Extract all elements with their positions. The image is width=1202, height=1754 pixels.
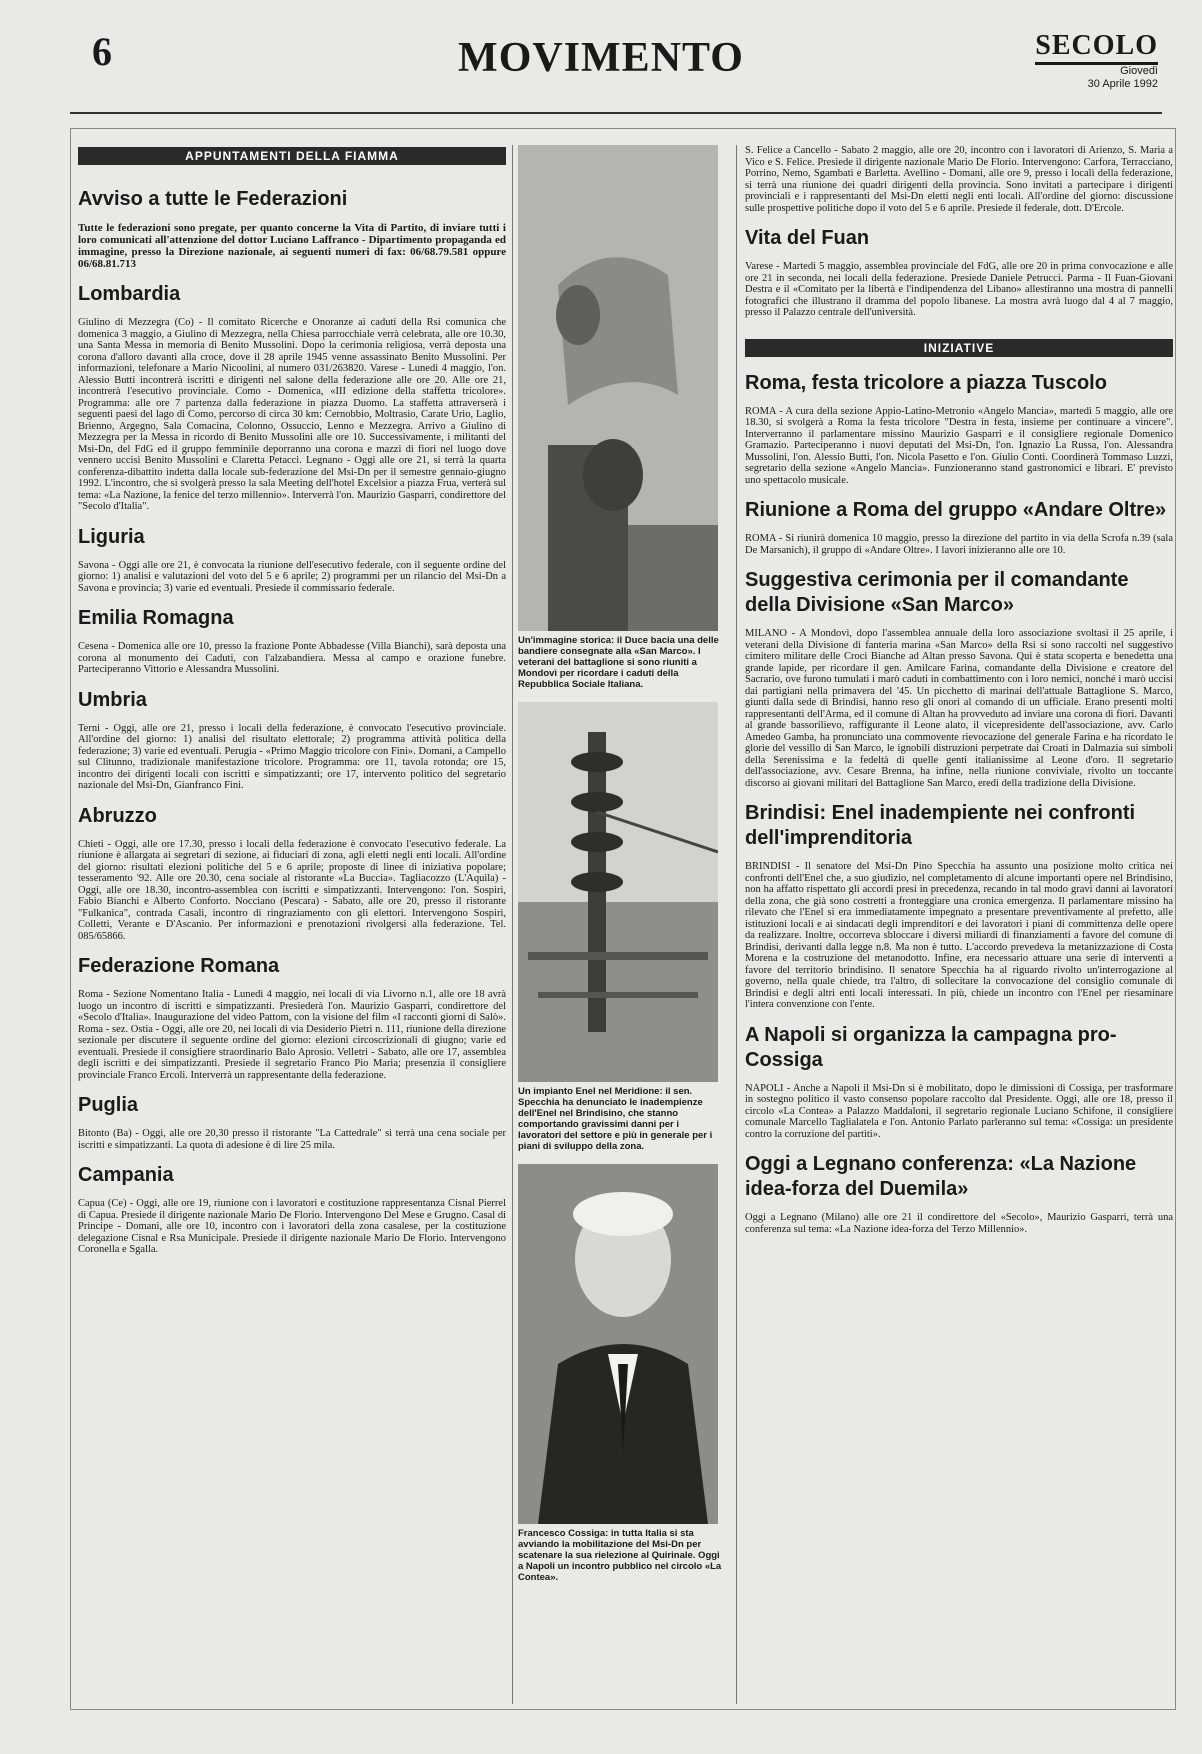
section-text: Bitonto (Ba) - Oggi, alle ore 20,30 presso il ristorante "La Cattedrale" si terrà una cena sociale per iscritti e simpatizzanti. La quota di adesione è di lire 25 mila. xyxy=(78,1128,506,1151)
appuntamenti-banner: APPUNTAMENTI DELLA FIAMMA xyxy=(78,147,506,165)
section-heading: Puglia xyxy=(78,1094,139,1116)
photo-column xyxy=(514,145,726,1704)
article-text: ROMA - Si riunirà domenica 10 maggio, presso la direzione del partito in via della Scrofa n.39 (sala De Marsanich), il gruppo di «Andare Oltre». I lavori inizieranno alle ore 10. xyxy=(745,533,1173,556)
masthead xyxy=(1035,30,1158,91)
photo-caption: Un impianto Enel nel Meridione: il sen. Specchia ha denunciato le inadempienze dell'Enel nel Brindisino, che stanno comportando gravissimi danni per i lavoratori del settore e più in generale per i piani di sviluppo della zona. xyxy=(518,1086,713,1152)
photo-cossiga-image xyxy=(518,1164,718,1524)
photo-caption: Francesco Cossiga: in tutta Italia si sta avviando la mobilitazione del Msi-Dn per scatenare la sua rielezione al Quirinale. Oggi a Napoli un incontro pubblico nel circolo «La Contea». xyxy=(518,1528,722,1583)
date-full: 30 Aprile 1992 xyxy=(1087,78,1158,90)
left-column xyxy=(78,145,513,1704)
section-text: Terni - Oggi, alle ore 21, presso i locali della federazione, è convocato l'esecutivo provinciale. All'ordine del giorno: 1) analisi del risultato elettorale; 2) programma attività politica della federazione; 3) varie ed eventuali. Perugia - «Primo Maggio tricolore con Fini». Domani, a Campello sul Clitunno, tradizionale manifestazione tricolore. Programma: ore 11, tavola rotonda; ore 15, incontro dei dirigenti locali con iscritti e simpatizzanti; ore 17, intervento politico del segretario nazionale del Msi-Dn, Gianfranco Fini. xyxy=(78,722,506,791)
section-heading: Avviso a tutte le Federazioni xyxy=(78,188,348,210)
photo-enel-plant-image xyxy=(518,702,718,1082)
article-text: Oggi a Legnano (Milano) alle ore 21 il condirettore del «Secolo», Maurizio Gasparri, terrà una conferenza sul tema: «La Nazione idea-forza del Terzo Millennio». xyxy=(745,1212,1173,1235)
header-rule xyxy=(70,112,1162,114)
section-heading: Liguria xyxy=(78,525,145,548)
section-text: Giulino di Mezzegra (Co) - Il comitato Ricerche e Onoranze ai caduti della Rsi comunica che domenica 3 maggio, a Giulino di Mezzegra, nella Chiesa parrocchiale verrà celebrata, alle ore 10.30, una Santa Messa in memoria di Benito Mussolini. Dopo la cerimonia religiosa, verrà deposta una corona d'alloro davanti alla croce, dove il 28 aprile 1945 venne assassinato Benito Mussolini. Per informazioni, telefonare a Mario Nicoolini, al numero 031/263820. Varese - Lunedì 4 maggio, l'on. Alessio Butti incontrerà iscritti e dirigenti nel salone della federazione alle ore 20. Alle ore 21, incontrerà l'esecutivo provinciale. Como - Domenica, «III edizione della staffetta tricolore». Programma: alle ore 7 partenza dalla federazione in piazza Duomo. La staffetta attraverserà i seguenti paesi del lago di Como, percorso di circa 30 km: Cernobbio, Moltrasio, Carate Urio, Laglio, Brienno, Argegno, Sala Comacina, Colonno, Ossuccio, Lenno e Mezzegra. Arrivo a Giulino di Mezzegra per la Messa in ricordo di Benito Mussolini alle ore 10. Successivamente, i militanti del Msi-Dn, del FdG ed il gruppo femminile deporranno una corona e mazzi di fiori nel luogo dove vennero uccisi Benito Mussolini e Claretta Petacci. Legnano - Oggi alle ore 21, si terrà la quarta conferenza-dibattito indetta dalla locale sub-federazione del Msi-Dn per il semestre gennaio-giugno 1992. L'incontro, che si svolgerà presso la sala Meeting dell'hotel Excelsior a piazza Frua, verterà sul tema: «La Nazione, la fenice del terzo millennio». Interverrà l'on. Maurizio Gasparri, condirettore del "Secolo d'Italia". xyxy=(78,317,506,512)
section-heading: Umbria xyxy=(78,688,147,711)
photo-duce-flag-image xyxy=(518,145,718,631)
iniziative-banner: INIZIATIVE xyxy=(745,339,1173,357)
article-heading: Riunione a Roma del gruppo «Andare Oltre» xyxy=(745,499,1167,521)
section-text: Capua (Ce) - Oggi, alle ore 19, riunione con i lavoratori e costituzione rappresentanza Cisnal Pierrel di Capua. Presiede il dirigente nazionale Mario De Florio. Intervengono Del Mese e Grugno. Casal di Principe - Domani, alle ore 10, incontro con i lavoratori della zona casalese, per la costituzione delegazione Cisnal e Rsa Municipale. Presiede il dirigente nazionale Mario De Florio. Intervengono Coronella e Sgalla. xyxy=(78,1198,506,1255)
section-heading: Vita del Fuan xyxy=(745,227,870,249)
photo-duce-flag xyxy=(518,145,718,631)
right-column xyxy=(736,145,1173,1704)
continued-text: S. Felice a Cancello - Sabato 2 maggio, alle ore 20, incontro con i lavoratori di Arienzo, S. Maria a Vico e S. Felice. Presiede il dirigente nazionale Mario De Florio. Intervengono: Carfora, Terracciano, Porrino, Nemo, Sgambati e Barletta. Avellino - Domani, alle ore 9, presso i locali della federazione, si terrà una riunione dei quadri dirigenti della provincia. Sono invitati a partecipare i dirigenti provinciali e i rappresentanti del Msi-Dn eletti negli enti locali. All'ordine del giorno: discussione sulle prospettive politiche dopo il voto del 5 e 6 aprile. Presiede il federale, dott. D'Ercole. xyxy=(745,145,1173,214)
page-number: 6 xyxy=(92,29,112,74)
section-text: Roma - Sezione Nomentano Italia - Lunedì 4 maggio, nei locali di via Livorno n.1, alle ore 18 avrà luogo un incontro di iscritti e simpatizzanti. Presiederà l'on. Maurizio Gasparri, condirettore del «Secolo d'Italia». Inaugurazione del video Pattom, con la visione del film «I racconti giorni di Salò». Roma - sez. Ostia - Oggi, alle ore 20, nei locali di via Desiderio Pietri n. 111, riunione della direzione sezionale per discutere il seguente ordine del giorno: elezioni circoscrizionali di giugno; varie ed eventuali. Presiede il consigliere straordinario Balo Aprosio. Velletri - Sabato, alle ore 17, assemblea degli iscritti e dei simpatizzanti. Presiede il segretario Franco Pio Maria; presenzia il consigliere provinciale Franco Ercoli. Interverrà un rappresentante della federazione. xyxy=(78,989,506,1081)
section-text: Varese - Martedì 5 maggio, assemblea provinciale del FdG, alle ore 20 in prima convocazione e alle ore 21 in seconda, nei locali della federazione. Presiede Daniele Petrucci. Parma - Il Fuan-Giovani Destra e il «Comitato per la libertà e l'indipendenza del Libano» allestiranno una mostra di pannelli fotografici che illustrano il dramma del popolo libanese. La mostra avrà luogo dal 4 al 7 maggio, presso il Palazzo centrale dell'università. xyxy=(745,261,1173,318)
section-text: Savona - Oggi alle ore 21, è convocata la riunione dell'esecutivo federale, con il seguente ordine del giorno: 1) analisi e valutazioni del voto del 5 e 6 aprile; 2) programmi per un rilancio del Msi-Dn a Savona e provincia; 3) varie ed eventuali. Presiede il commissario federale. xyxy=(78,559,506,594)
section-heading: Campania xyxy=(78,1164,174,1186)
section-text: Tutte le federazioni sono pregate, per quanto concerne la Vita di Partito, di inviare tutti i loro comunicati all'attenzione del dottor Luciano Laffranco - Dipartimento propaganda ed immagine, presso la Direzione nazionale, ai seguenti numeri di fax: 06/68.79.581 oppure 06/68.81.713 xyxy=(78,222,506,270)
article-heading: Roma, festa tricolore a piazza Tuscolo xyxy=(745,371,1107,394)
article-text: NAPOLI - Anche a Napoli il Msi-Dn si è mobilitato, dopo le dimissioni di Cossiga, per trasformare in sostegno politico il vasto consenso popolare raccolto dal Presidente. Oggi, alle ore 18, presso il circolo «La Contea» a Palazzo Maddaloni, il segretario regionale Luciano Schifone, il consigliere comunale Marcello Taglialatela e l'on. Antonio Parlato parleranno sul tema: «Cossiga: un presidente contro la corruzione del partiti». xyxy=(745,1082,1173,1140)
section-text: Chieti - Oggi, alle ore 17.30, presso i locali della federazione è convocato l'esecutivo federale. La riunione è allargata ai segretari di sezione, ai fiduciari di zona, agli eletti negli enti locali. All'ordine del giorno: risultati elezioni politiche del 5 e 6 aprile; proposte di linee di iniziativa popolare; tesseramento '92. Alle ore 20.30, cena sociale al ristorante «La Buccia». Tagliacozzo (L'Aquila) - Oggi, alle ore 18.30, incontro-assemblea con iscritti e simpatizzanti. Intervengono: l'on. Sospiri, Fabio Bianchi e Alberto Conforto. Nocciano (Pescara) - Sabato, alle ore 20, presso il ristorante "Fulkanica", contrada Casali, incontro di ringraziamento con gli elettori. Intervengono Sospiri, Colletti, Verante e D'Ascanio. Per informazioni e prenotazioni rivolgersi alla federazione. Tel. 085/65866. xyxy=(78,838,506,942)
article-heading: Brindisi: Enel inadempiente nei confronti dell'imprenditoria xyxy=(745,802,1136,849)
section-text: Cesena - Domenica alle ore 10, presso la frazione Ponte Abbadesse (Villa Bianchi), sarà deposta una corona al monumento dei Caduti, con l'alzabandiera. Messa al campo e orazione funebre. Parteciperanno Vittorio e Alessandra Mussolini. xyxy=(78,641,506,675)
section-heading: Emilia Romagna xyxy=(78,607,234,629)
photo-caption: Un'immagine storica: il Duce bacia una delle bandiere consegnate alla «San Marco». I veterani del battaglione si sono riuniti a Mondovì per ricordare i caduti della Repubblica Sociale Italiana. xyxy=(518,635,719,690)
section-heading: Abruzzo xyxy=(78,804,157,827)
article-heading: A Napoli si organizza la campagna pro-Cossiga xyxy=(745,1023,1117,1071)
section-heading: Federazione Romana xyxy=(78,955,280,977)
article-text: BRINDISI - Il senatore del Msi-Dn Pino Specchia ha assunto una posizione molto critica nei confronti dell'Enel che, a suo giudizio, nel completamento di alcune importanti opere nel Brindisino, non ha affatto rispettato gli accordi presi in precedenza, recando in tal modo gravi danni ai lavoratori della zona, che già sono costretti a fronteggiare una cronica emergenza. Il parlamentare missino ha rilevato che l'Enel si era immediatamente impegnato a presentare preventivamente al prefetto, alle istituzioni locali e ai sindacati degli imprenditori e dei lavoratori i piani di committenza delle opere da realizzare. Inoltre, occorreva sbloccare i diversi miliardi di finanziamenti a favore del comune di Brindisi, derivanti dalla legge n.8. Ma non è tutto. L'accordo prevedeva la metanizzazione di Costa Morena e la costruzione del metanodotto. Infine, era necessario attuare una serie di interventi a favore del territorio brindisino. Il senatore Specchia ha al riguardo rivolto un'interrogazione al governo, nella quale chiede, tra l'altro, di sollecitare la convocazione del consiglio comunale di Brindisi e degli altri enti locali interessati. In più, chiede un incontro con l'Enel per riesaminare l'intera convenzione con l'ente. xyxy=(745,861,1173,1010)
section-title: MOVIMENTO xyxy=(458,35,744,81)
article-heading: Oggi a Legnano conferenza: «La Nazione idea-forza del Duemila» xyxy=(745,1153,1137,1200)
photo-enel-plant xyxy=(518,702,718,1082)
photo-cossiga xyxy=(518,1164,718,1524)
article-heading: Suggestiva cerimonia per il comandante della Divisione «San Marco» xyxy=(745,569,1129,616)
newspaper-logo: SECOLO xyxy=(1035,30,1158,65)
article-text: MILANO - A Mondovì, dopo l'assemblea annuale della loro associazione svoltasi il 25 aprile, i veterani della Divisione di fanteria marina «San Marco» della Rsi si sono raccolti nel suggestivo cimitero militare delle Croci Bianche ad Altan presso Savona. Qui è stata scoperta e benedetta una grande lapide, per ricordare il gen. Amilcare Farina, comandante della Divisione e creatore del Sacrario, ove furono tumulati i marò caduti in combattimento con i loro nemici, nonché i marò uccisi dai partigiani nella primavera del '45. Un picchetto di marinai dell'attuale Battaglione S. Marco, giunti dalla sede di Brindisi, hanno reso gli onori al comando di un ufficiale. Erano presenti molti rappresentanti dell'Arma, ed il comune di Altan ha provveduto ad inviare una corona di fiori. Davanti al grande bassorilievo, raffigurante il Leone alato, il vicepresidente dell'associazione, avv. Carlo Amedeo Gamba, ha pronunciato una commovente rievocazione del generale Farina e ha ricordato le glorie del vessillo di San Marco, le ignobili distruzioni perpetrate dai Croati in Dalmazia sui simboli della Serenissima e la fedeltà di quelle genti italianissime al Leone d'oro. Il segretario dell'associazione, avv. Cesare Brenna, ha infine, nella riunione conviviale, rivolto un toccante discorso ai giovani militari del Battaglione San Marco, eredi della tradizione della Divisione. xyxy=(745,628,1173,789)
section-heading: Lombardia xyxy=(78,283,181,305)
article-text: ROMA - A cura della sezione Appio-Latino-Metronio «Angelo Mancia», martedì 5 maggio, alle ore 18.30, si svolgerà a Roma la festa tricolore "Destra in festa, insieme per continuare a vincere". Interverranno il parlamentare missino Maurizio Gasparri e il consigliere regionale Domenico Gramazio. Parteciperanno i nuovi deputati del Msi-Dn, l'on. Ignazio La Russa, l'on. Alessandra Mussolini, l'on. Alessio Butti, l'on. Nicola Pasetto e l'on. Giulio Conti. Coordinerà Tommaso Luzzi, segretario della sezione «Angelo Mancia». Funzioneranno stand gastronomici e librari. E' previsto uno spettacolo musicale. xyxy=(745,405,1173,486)
date-weekday: Giovedì xyxy=(1120,65,1158,77)
